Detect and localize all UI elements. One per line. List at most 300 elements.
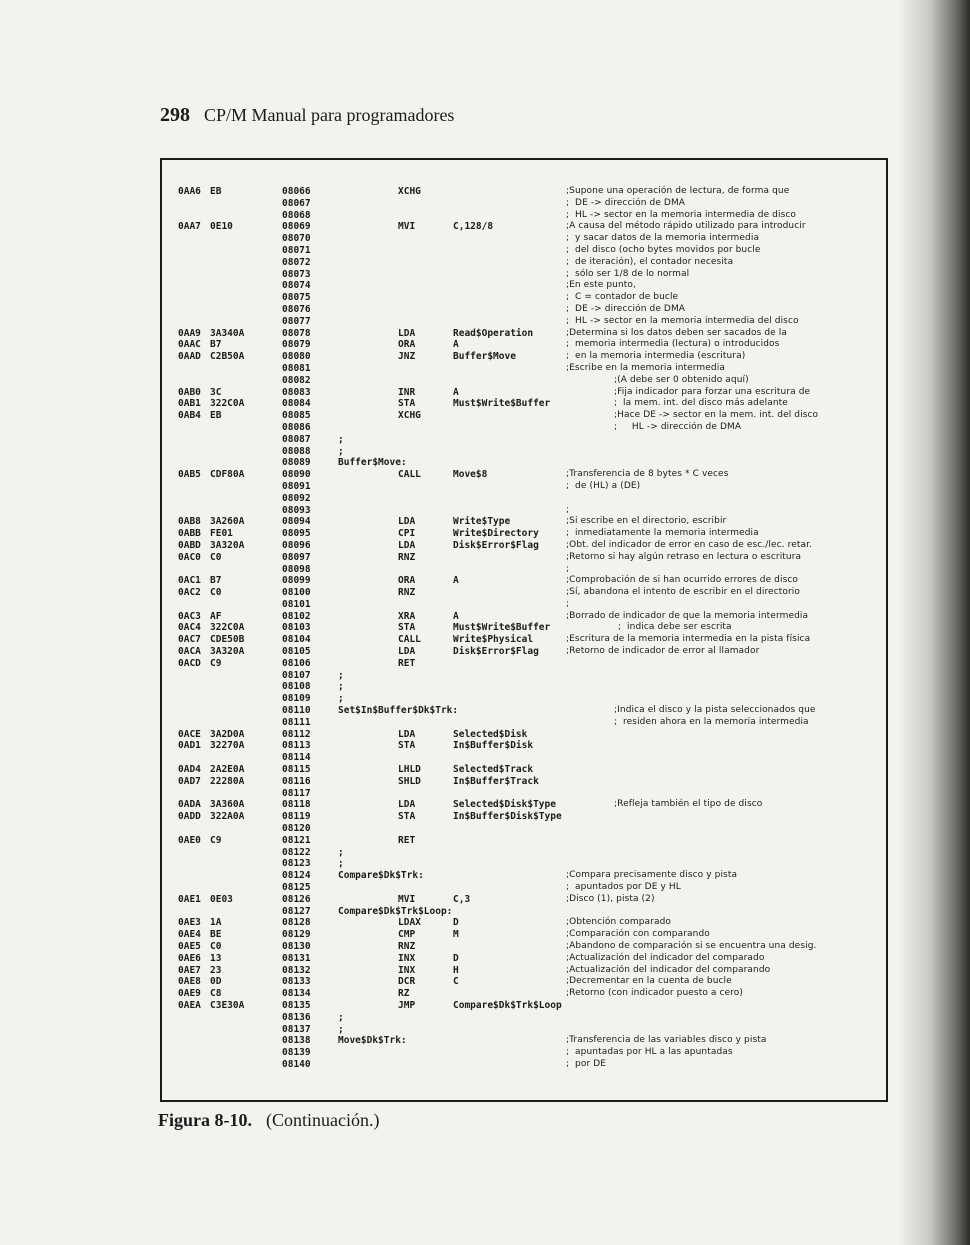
listing-line xyxy=(162,564,886,576)
source-label: Set$In$Buffer$Dk$Trk: xyxy=(338,705,459,717)
operand: Disk$Error$Flag xyxy=(453,646,539,658)
object-code: 0D xyxy=(210,976,222,988)
source-comment: ; de iteración), el contador necesita xyxy=(566,256,734,267)
source-comment: ;Escribe en la memoria intermedia xyxy=(566,362,725,373)
line-number: 08093 xyxy=(282,504,311,516)
source-comment: ;Sí, abandona el intento de escribir en el directorio xyxy=(566,587,800,598)
operand: D xyxy=(453,952,459,964)
object-code: B7 xyxy=(210,339,222,351)
line-number: 08124 xyxy=(282,870,311,882)
source-comment: ; por DE xyxy=(566,1058,607,1069)
object-code: 2A2E0A xyxy=(210,764,245,776)
mnemonic: INR xyxy=(398,386,416,398)
listing-line xyxy=(162,835,886,847)
object-code: C9 xyxy=(210,834,222,846)
listing-line xyxy=(162,457,886,469)
object-code: 23 xyxy=(210,964,222,976)
source-comment: ;A causa del método rápido utilizado para introducir xyxy=(566,221,806,232)
object-code: C2B50A xyxy=(210,351,245,363)
listing-line xyxy=(162,729,886,741)
mnemonic: CPI xyxy=(398,528,416,540)
hex-address: 0AC0 xyxy=(178,551,201,563)
listing-line xyxy=(162,540,886,552)
listing-line xyxy=(162,776,886,788)
source-comment: ; C = contador de bucle xyxy=(566,292,679,303)
line-number: 08076 xyxy=(282,303,311,315)
mnemonic: RET xyxy=(398,657,416,669)
listing-line xyxy=(162,705,886,717)
source-comment: ;Compara precisamente disco y pista xyxy=(566,870,738,881)
figure-caption-text: (Continuación.) xyxy=(266,1110,380,1130)
mnemonic: RNZ xyxy=(398,551,416,563)
operand: Read$Operation xyxy=(453,327,534,339)
object-code: 322A0A xyxy=(210,811,245,823)
source-comment: ; xyxy=(566,563,570,574)
hex-address: 0AD7 xyxy=(178,775,201,787)
line-number: 08101 xyxy=(282,598,311,610)
source-comment: ; apuntadas por HL a las apuntadas xyxy=(566,1047,733,1058)
listing-line xyxy=(162,693,886,705)
mnemonic: LDA xyxy=(398,327,416,339)
hex-address: 0AD4 xyxy=(178,764,201,776)
source-label: ; xyxy=(338,1011,344,1023)
line-number: 08115 xyxy=(282,764,311,776)
mnemonic: RNZ xyxy=(398,587,416,599)
assembly-listing xyxy=(162,186,886,1071)
source-comment: ;Actualización del indicador del comparando xyxy=(566,964,771,975)
source-comment: ;Refleja también el tipo de disco xyxy=(614,799,763,810)
listing-line xyxy=(162,587,886,599)
source-comment: ;Obt. del indicador de error en caso de esc./lec. retar. xyxy=(566,539,813,550)
listing-line xyxy=(162,870,886,882)
hex-address: 0AD1 xyxy=(178,740,201,752)
hex-address: 0AE5 xyxy=(178,941,201,952)
line-number: 08128 xyxy=(282,917,311,929)
operand: A xyxy=(453,339,459,351)
listing-line xyxy=(162,681,886,693)
listing-line xyxy=(162,198,886,210)
line-number: 08122 xyxy=(282,846,311,858)
source-comment: ;Fija indicador para forzar una escritura de xyxy=(614,386,811,397)
page-header xyxy=(160,104,454,127)
mnemonic: JNZ xyxy=(398,351,416,363)
line-number: 08081 xyxy=(282,362,311,374)
source-comment: ; la mem. int. del disco más adelante xyxy=(614,398,788,409)
operand: C,128/8 xyxy=(453,221,494,233)
listing-line xyxy=(162,965,886,977)
hex-address: 0AE0 xyxy=(178,834,201,846)
mnemonic: CMP xyxy=(398,929,416,941)
hex-address: 0AAD xyxy=(178,351,201,363)
object-code: C0 xyxy=(210,941,222,952)
listing-line xyxy=(162,446,886,458)
source-label: ; xyxy=(338,433,344,445)
listing-line xyxy=(162,363,886,375)
listing-line xyxy=(162,658,886,670)
object-code: 3A320A xyxy=(210,539,245,551)
listing-line xyxy=(162,1059,886,1071)
mnemonic: INX xyxy=(398,964,416,976)
source-comment: ;Transferencia de las variables disco y pista xyxy=(566,1035,767,1046)
listing-line xyxy=(162,1024,886,1036)
line-number: 08134 xyxy=(282,988,311,1000)
listing-line xyxy=(162,328,886,340)
source-comment: ; y sacar datos de la memoria intermedia xyxy=(566,233,760,244)
line-number: 08086 xyxy=(282,421,311,433)
line-number: 08111 xyxy=(282,716,311,728)
listing-line xyxy=(162,575,886,587)
line-number: 08112 xyxy=(282,728,311,740)
page-binding-shadow xyxy=(898,0,970,1245)
source-label: Buffer$Move: xyxy=(338,457,407,469)
hex-address: 0AB5 xyxy=(178,469,201,481)
mnemonic: ORA xyxy=(398,575,416,587)
object-code: 0E03 xyxy=(210,893,233,905)
mnemonic: LDA xyxy=(398,728,416,740)
source-comment: ; HL -> dirección de DMA xyxy=(614,421,742,432)
hex-address: 0ADD xyxy=(178,811,201,823)
listing-line xyxy=(162,976,886,988)
source-comment: ; residen ahora en la memoria intermedia xyxy=(614,716,809,727)
listing-line xyxy=(162,210,886,222)
source-comment: ; de (HL) a (DE) xyxy=(566,480,641,491)
line-number: 08138 xyxy=(282,1035,311,1047)
source-label: Move$Dk$Trk: xyxy=(338,1035,407,1047)
hex-address: 0AB1 xyxy=(178,398,201,410)
operand: H xyxy=(453,964,459,976)
operand: Must$Write$Buffer xyxy=(453,622,551,634)
source-label: ; xyxy=(338,669,344,681)
hex-address: 0AA7 xyxy=(178,221,201,233)
listing-line xyxy=(162,917,886,929)
figure-label: Figura 8-10. xyxy=(158,1110,252,1130)
operand: C xyxy=(453,976,459,988)
source-comment: ;Escritura de la memoria intermedia en la pista física xyxy=(566,634,811,645)
listing-line xyxy=(162,552,886,564)
line-number: 08105 xyxy=(282,646,311,658)
line-number: 08078 xyxy=(282,327,311,339)
figure-caption xyxy=(158,1110,379,1131)
listing-line xyxy=(162,245,886,257)
object-code: FE01 xyxy=(210,528,233,540)
listing-line xyxy=(162,752,886,764)
listing-line xyxy=(162,717,886,729)
mnemonic: MVI xyxy=(398,893,416,905)
mnemonic: LDA xyxy=(398,799,416,811)
object-code: BE xyxy=(210,929,222,941)
hex-address: 0AC2 xyxy=(178,587,201,599)
object-code: C0 xyxy=(210,551,222,563)
hex-address: 0AAC xyxy=(178,339,201,351)
hex-address: 0AE8 xyxy=(178,976,201,988)
mnemonic: RZ xyxy=(398,988,410,1000)
line-number: 08116 xyxy=(282,775,311,787)
line-number: 08088 xyxy=(282,445,311,457)
mnemonic: SHLD xyxy=(398,775,421,787)
source-comment: ; DE -> dirección de DMA xyxy=(566,197,686,208)
object-code: 22280A xyxy=(210,775,245,787)
line-number: 08139 xyxy=(282,1047,311,1059)
listing-line xyxy=(162,788,886,800)
operand: Write$Directory xyxy=(453,528,539,540)
source-comment: ;Si escribe en el directorio, escribir xyxy=(566,516,727,527)
line-number: 08096 xyxy=(282,539,311,551)
listing-line xyxy=(162,906,886,918)
line-number: 08075 xyxy=(282,292,311,304)
listing-line xyxy=(162,847,886,859)
line-number: 08074 xyxy=(282,280,311,292)
line-number: 08082 xyxy=(282,374,311,386)
mnemonic: XRA xyxy=(398,610,416,622)
line-number: 08097 xyxy=(282,551,311,563)
source-label: ; xyxy=(338,846,344,858)
hex-address: 0AE4 xyxy=(178,929,201,941)
listing-line xyxy=(162,410,886,422)
source-comment: ; inmediatamente la memoria intermedia xyxy=(566,528,759,539)
listing-line xyxy=(162,375,886,387)
line-number: 08133 xyxy=(282,976,311,988)
source-comment: ;Hace DE -> sector en la mem. int. del disco xyxy=(614,410,819,421)
listing-line xyxy=(162,799,886,811)
operand: In$Buffer$Disk$Type xyxy=(453,811,562,823)
operand: Must$Write$Buffer xyxy=(453,398,551,410)
listing-line xyxy=(162,670,886,682)
line-number: 08140 xyxy=(282,1058,311,1070)
listing-line xyxy=(162,221,886,233)
line-number: 08125 xyxy=(282,882,311,894)
listing-line xyxy=(162,1012,886,1024)
mnemonic: LDAX xyxy=(398,917,421,929)
object-code: 32270A xyxy=(210,740,245,752)
line-number: 08067 xyxy=(282,197,311,209)
source-comment: ;Comprobación de si han ocurrido errores de disco xyxy=(566,575,799,586)
hex-address: 0ACE xyxy=(178,728,201,740)
operand: Write$Physical xyxy=(453,634,534,646)
mnemonic: RNZ xyxy=(398,941,416,952)
mnemonic: LDA xyxy=(398,646,416,658)
object-code: CDE50B xyxy=(210,634,245,646)
listing-line xyxy=(162,481,886,493)
source-comment: ;En este punto, xyxy=(566,280,636,291)
listing-line xyxy=(162,611,886,623)
source-comment: ; HL -> sector en la memoria intermedia de disco xyxy=(566,209,797,220)
line-number: 08095 xyxy=(282,528,311,540)
source-comment: ; en la memoria intermedia (escritura) xyxy=(566,351,746,362)
source-comment: ;Decrementar en la cuenta de bucle xyxy=(566,976,732,987)
object-code: 13 xyxy=(210,952,222,964)
hex-address: 0AE9 xyxy=(178,988,201,1000)
operand: In$Buffer$Track xyxy=(453,775,539,787)
source-comment: ; xyxy=(566,598,570,609)
object-code: 3A2D0A xyxy=(210,728,245,740)
mnemonic: CALL xyxy=(398,634,421,646)
listing-line xyxy=(162,505,886,517)
hex-address: 0AA9 xyxy=(178,327,201,339)
mnemonic: ORA xyxy=(398,339,416,351)
source-comment: ; sólo ser 1/8 de lo normal xyxy=(566,268,690,279)
source-label: Compare$Dk$Trk$Loop: xyxy=(338,905,453,917)
line-number: 08070 xyxy=(282,233,311,245)
source-comment: ;Indica el disco y la pista seleccionados que xyxy=(614,705,816,716)
hex-address: 0AB0 xyxy=(178,386,201,398)
line-number: 08085 xyxy=(282,410,311,422)
operand: A xyxy=(453,610,459,622)
source-comment: ; HL -> sector en la memoria intermedia del disco xyxy=(566,315,799,326)
operand: Disk$Error$Flag xyxy=(453,539,539,551)
line-number: 08118 xyxy=(282,799,311,811)
operand: Selected$Disk$Type xyxy=(453,799,556,811)
source-label: ; xyxy=(338,693,344,705)
line-number: 08072 xyxy=(282,256,311,268)
source-comment: ;Borrado de indicador de que la memoria intermedia xyxy=(566,610,809,621)
line-number: 08106 xyxy=(282,657,311,669)
object-code: EB xyxy=(210,410,222,422)
source-comment: ;Retorno (con indicador puesto a cero) xyxy=(566,988,743,999)
line-number: 08126 xyxy=(282,893,311,905)
line-number: 08087 xyxy=(282,433,311,445)
listing-line xyxy=(162,599,886,611)
line-number: 08107 xyxy=(282,669,311,681)
line-number: 08084 xyxy=(282,398,311,410)
running-title: CP/M Manual para programadores xyxy=(204,105,455,125)
hex-address: 0AB4 xyxy=(178,410,201,422)
hex-address: 0AE3 xyxy=(178,917,201,929)
line-number: 08120 xyxy=(282,823,311,835)
line-number: 08089 xyxy=(282,457,311,469)
source-comment: ;Disco (1), pista (2) xyxy=(566,893,655,904)
line-number: 08100 xyxy=(282,587,311,599)
listing-line xyxy=(162,634,886,646)
line-number: 08108 xyxy=(282,681,311,693)
line-number: 08069 xyxy=(282,221,311,233)
line-number: 08135 xyxy=(282,999,311,1011)
mnemonic: JMP xyxy=(398,999,416,1011)
listing-line xyxy=(162,929,886,941)
line-number: 08127 xyxy=(282,905,311,917)
listing-line xyxy=(162,257,886,269)
source-label: ; xyxy=(338,1023,344,1035)
object-code: 322C0A xyxy=(210,398,245,410)
listing-line xyxy=(162,339,886,351)
source-comment: ; xyxy=(566,504,570,515)
line-number: 08119 xyxy=(282,811,311,823)
object-code: CDF80A xyxy=(210,469,245,481)
operand: Move$8 xyxy=(453,469,488,481)
line-number: 08071 xyxy=(282,244,311,256)
operand: Selected$Track xyxy=(453,764,534,776)
line-number: 08077 xyxy=(282,315,311,327)
listing-line xyxy=(162,493,886,505)
line-number: 08109 xyxy=(282,693,311,705)
listing-line xyxy=(162,1000,886,1012)
line-number: 08091 xyxy=(282,480,311,492)
listing-line xyxy=(162,387,886,399)
line-number: 08117 xyxy=(282,787,311,799)
source-comment: ;Supone una operación de lectura, de forma que xyxy=(566,186,790,196)
line-number: 08099 xyxy=(282,575,311,587)
line-number: 08080 xyxy=(282,351,311,363)
listing-line xyxy=(162,304,886,316)
line-number: 08129 xyxy=(282,929,311,941)
line-number: 08092 xyxy=(282,492,311,504)
listing-line xyxy=(162,988,886,1000)
mnemonic: XCHG xyxy=(398,186,421,197)
listing-line xyxy=(162,764,886,776)
listing-line xyxy=(162,280,886,292)
operand: D xyxy=(453,917,459,929)
object-code: 3A340A xyxy=(210,327,245,339)
listing-line xyxy=(162,953,886,965)
line-number: 08113 xyxy=(282,740,311,752)
listing-line xyxy=(162,528,886,540)
line-number: 08094 xyxy=(282,516,311,528)
listing-line xyxy=(162,186,886,198)
line-number: 08068 xyxy=(282,209,311,221)
listing-line xyxy=(162,292,886,304)
source-comment: ;Determina si los datos deben ser sacados de la xyxy=(566,327,787,338)
line-number: 08131 xyxy=(282,952,311,964)
source-comment: ; indica debe ser escrita xyxy=(618,622,732,633)
line-number: 08132 xyxy=(282,964,311,976)
listing-line xyxy=(162,882,886,894)
object-code: 3A260A xyxy=(210,516,245,528)
listing-line xyxy=(162,422,886,434)
source-label: ; xyxy=(338,681,344,693)
mnemonic: CALL xyxy=(398,469,421,481)
source-comment: ;Obtención comparado xyxy=(566,917,672,928)
object-code: 3C xyxy=(210,386,222,398)
mnemonic: LDA xyxy=(398,539,416,551)
operand: A xyxy=(453,575,459,587)
hex-address: 0ADA xyxy=(178,799,201,811)
operand: In$Buffer$Disk xyxy=(453,740,534,752)
mnemonic: STA xyxy=(398,811,416,823)
source-comment: ; memoria intermedia (lectura) o introducidos xyxy=(566,339,780,350)
line-number: 08102 xyxy=(282,610,311,622)
operand: Write$Type xyxy=(453,516,511,528)
listing-line xyxy=(162,351,886,363)
mnemonic: LHLD xyxy=(398,764,421,776)
object-code: B7 xyxy=(210,575,222,587)
line-number: 08136 xyxy=(282,1011,311,1023)
mnemonic: STA xyxy=(398,740,416,752)
object-code: EB xyxy=(210,186,222,197)
listing-line xyxy=(162,398,886,410)
line-number: 08090 xyxy=(282,469,311,481)
object-code: C3E30A xyxy=(210,999,245,1011)
listing-line xyxy=(162,740,886,752)
line-number: 08083 xyxy=(282,386,311,398)
mnemonic: DCR xyxy=(398,976,416,988)
listing-line xyxy=(162,1047,886,1059)
source-comment: ; DE -> dirección de DMA xyxy=(566,303,686,314)
mnemonic: STA xyxy=(398,398,416,410)
source-comment: ; del disco (ocho bytes movidos por bucle xyxy=(566,244,761,255)
line-number: 08079 xyxy=(282,339,311,351)
object-code: 1A xyxy=(210,917,222,929)
line-number: 08110 xyxy=(282,705,311,717)
line-number: 08121 xyxy=(282,834,311,846)
listing-line xyxy=(162,646,886,658)
line-number: 08130 xyxy=(282,941,311,952)
listing-line xyxy=(162,516,886,528)
hex-address: 0AC1 xyxy=(178,575,201,587)
page-number: 298 xyxy=(160,104,190,126)
mnemonic: LDA xyxy=(398,516,416,528)
hex-address: 0AA6 xyxy=(178,186,201,197)
listing-line xyxy=(162,894,886,906)
hex-address: 0ACA xyxy=(178,646,201,658)
